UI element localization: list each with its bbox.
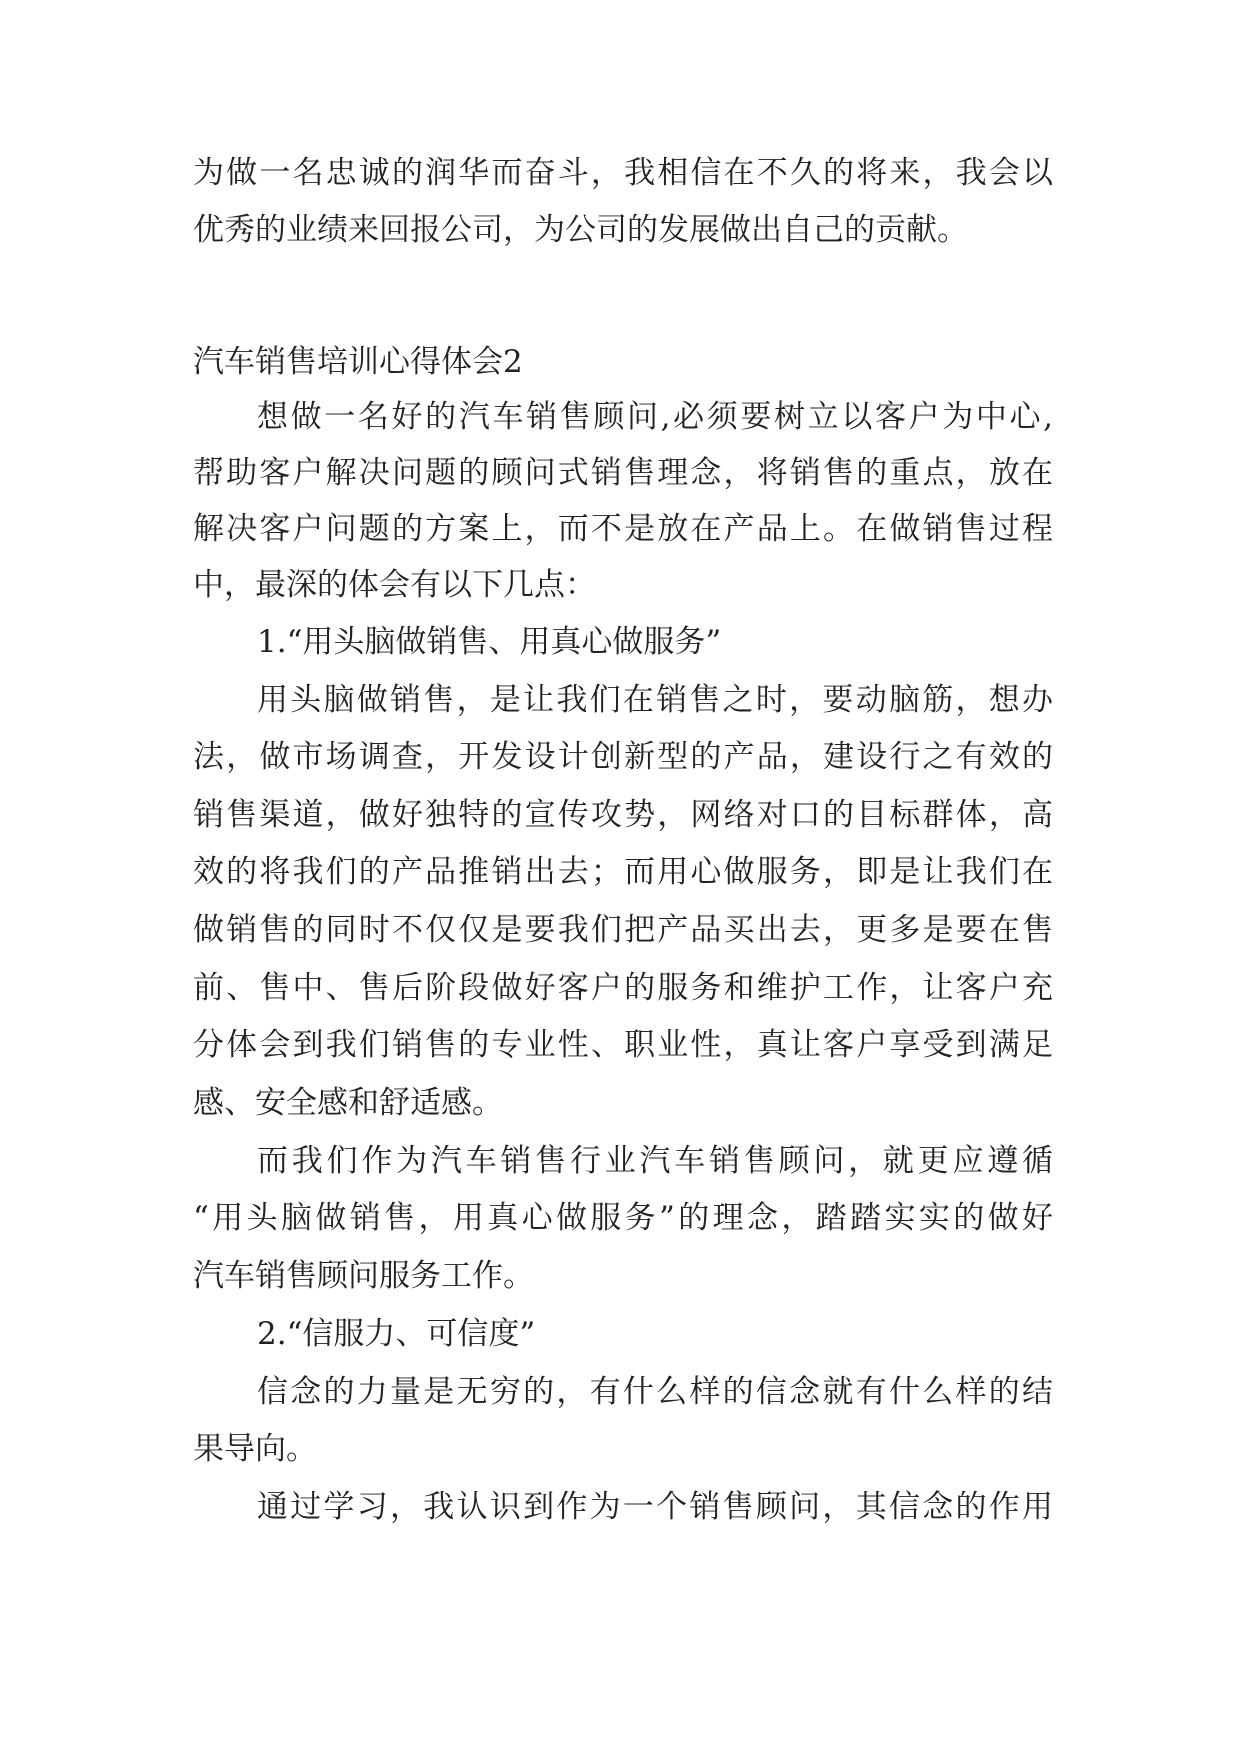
list-item-heading: 2.“信服力、可信度” — [257, 1316, 536, 1352]
paragraph-line: 效的将我们的产品推销出去；而用心做服务，即是让我们在 — [193, 854, 1053, 890]
paragraph-line: 销售渠道，做好独特的宣传攻势，网络对口的目标群体，高 — [193, 797, 1053, 833]
paragraph-line: 用头脑做销售，是让我们在销售之时，要动脑筋，想办 — [257, 682, 1053, 718]
paragraph-line: 为做一名忠诚的润华而奋斗，我相信在不久的将来，我会以 — [193, 155, 1053, 191]
paragraph-line: 做销售的同时不仅仅是要我们把产品买出去，更多是要在售 — [193, 912, 1053, 948]
paragraph-line: 想做一名好的汽车销售顾问,必须要树立以客户为中心, — [257, 399, 1053, 435]
paragraph-line: 信念的力量是无穷的，有什么样的信念就有什么样的结 — [257, 1374, 1053, 1410]
list-item-heading: 1.“用头脑做销售、用真心做服务” — [257, 624, 722, 660]
paragraph-line: 分体会到我们销售的专业性、职业性，真让客户享受到满足 — [193, 1027, 1053, 1063]
paragraph-line: 果导向。 — [193, 1431, 317, 1467]
section-heading: 汽车销售培训心得体会2 — [193, 344, 523, 380]
paragraph-line: 法，做市场调查，开发设计创新型的产品，建设行之有效的 — [193, 739, 1053, 775]
paragraph-line: 通过学习，我认识到作为一个销售顾问，其信念的作用 — [257, 1489, 1053, 1525]
paragraph-line: 优秀的业绩来回报公司，为公司的发展做出自己的贡献。 — [193, 212, 968, 248]
paragraph-line: 解决客户问题的方案上，而不是放在产品上。在做销售过程 — [193, 511, 1053, 547]
paragraph-line: 前、售中、售后阶段做好客户的服务和维护工作，让客户充 — [193, 970, 1053, 1006]
paragraph-line: 帮助客户解决问题的顾问式销售理念，将销售的重点，放在 — [193, 455, 1053, 491]
paragraph-line: 汽车销售顾问服务工作。 — [193, 1258, 534, 1294]
paragraph-line: 而我们作为汽车销售行业汽车销售顾问，就更应遵循 — [257, 1143, 1053, 1179]
paragraph-line: 中，最深的体会有以下几点： — [193, 567, 596, 603]
paragraph-line: 感、安全感和舒适感。 — [193, 1085, 503, 1121]
paragraph-line: “用头脑做销售，用真心做服务”的理念，踏踏实实的做好 — [193, 1200, 1053, 1236]
